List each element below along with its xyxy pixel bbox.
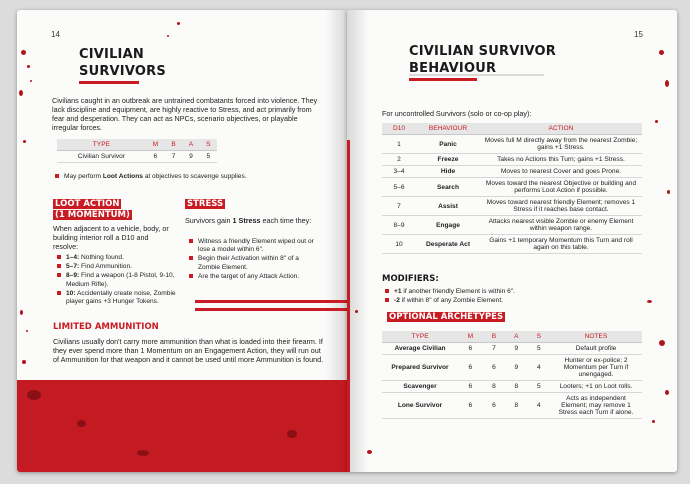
- table-row: Average Civilian 6 7 9 5 Default profile: [382, 343, 642, 355]
- modifiers-heading: MODIFIERS:: [382, 274, 439, 284]
- list-item: -2 if within 8" of any Zombie Element.: [385, 297, 645, 305]
- table-row: Scavenger 6 8 8 5 Looters; +1 on Loot rolls.: [382, 381, 642, 393]
- col-b: B: [165, 139, 182, 151]
- left-page: [17, 10, 347, 472]
- page-title-line2: SURVIVORS: [79, 64, 166, 79]
- loot-heading-line1: LOOT ACTION: [55, 199, 120, 209]
- title-underline: [409, 78, 477, 81]
- behaviour-table: [382, 123, 642, 254]
- list-item: Are the target of any Attack Action.: [189, 273, 319, 281]
- col-behaviour: BEHAVIOUR: [416, 123, 480, 135]
- page-title-line1: CIVILIAN: [79, 47, 144, 62]
- modifiers-list: [385, 288, 645, 306]
- ammo-text: Civilians usually don't carry more ammunition than what is loaded into their firearm. If they ever spend more than 1 Momentum on an Engagement Action, they will run out of Ammunition for that weapon and it cannot be used until more Ammunition is found.: [53, 337, 324, 364]
- cell-a: 9: [182, 151, 199, 163]
- table-row: 7 Assist Moves toward nearest friendly Element; removes 1 Stress if it reaches base contact.: [382, 197, 642, 216]
- stress-list: [189, 238, 319, 282]
- cell-b: 7: [165, 151, 182, 163]
- cell-type: Civilian Survivor: [57, 151, 146, 163]
- archetypes-table: [382, 331, 642, 419]
- stress-text: Survivors gain 1 Stress each time they:: [185, 216, 312, 225]
- loot-results-list: [57, 254, 177, 307]
- archetypes-heading: OPTIONAL ARCHETYPES: [389, 312, 504, 322]
- col-a: A: [182, 139, 199, 151]
- col-type: TYPE: [382, 331, 458, 343]
- bullet-icon: [57, 264, 61, 268]
- civilian-stat-table: [57, 139, 217, 163]
- col-type: TYPE: [57, 139, 146, 151]
- col-s: S: [200, 139, 217, 151]
- col-s: S: [528, 331, 550, 343]
- col-d10: D10: [382, 123, 416, 135]
- ammo-heading: LIMITED AMMUNITION: [53, 322, 159, 332]
- table-row: 10 Desperate Act Gains +1 temporary Momentum this Turn and roll again on this table.: [382, 235, 642, 254]
- loot-heading-line2: (1 MOMENTUM): [55, 210, 130, 220]
- list-item: Begin their Activation within 8" of a Zombie Element.: [189, 255, 319, 271]
- bullet-icon: [57, 273, 61, 277]
- table-row: 8–9 Engage Attacks nearest visible Zombie or enemy Element within weapon range.: [382, 216, 642, 235]
- table-row: 1 Panic Moves full M directly away from the nearest Zombie; gains +1 Stress.: [382, 135, 642, 154]
- list-item: +1 if another friendly Element is within 6".: [385, 288, 645, 296]
- page-number: 15: [634, 30, 643, 39]
- loot-note: [55, 173, 325, 182]
- bullet-icon: [189, 274, 193, 278]
- page-title-line1: CIVILIAN SURVIVOR: [409, 44, 556, 59]
- right-page: [347, 10, 677, 472]
- bullet-icon: [385, 289, 389, 293]
- intro-paragraph: Civilians caught in an outbreak are untrained combatants forced into violence. They lack discipline and equipment, are highly reactive to Stress, and act primarily from fear and desperation. They can act as NPCs, scenario objectives, or playable irregular forces.: [52, 96, 318, 132]
- col-a: A: [505, 331, 527, 343]
- bottom-red-band: [17, 380, 347, 472]
- col-m: M: [458, 331, 483, 343]
- divider-bar: [195, 308, 347, 311]
- bullet-icon: [189, 256, 193, 260]
- table-row: Lone Survivor 6 6 8 4 Acts as independent Element; may remove 1 Stress each Turn if alone.: [382, 393, 642, 419]
- table-row: 2 Freeze Takes no Actions this Turn; gains +1 Stress.: [382, 154, 642, 166]
- list-item: Witness a friendly Element wiped out or lose a model within 6".: [189, 238, 319, 254]
- intro-paragraph: For uncontrolled Survivors (solo or co-op play):: [382, 109, 532, 118]
- title-divider: [409, 74, 544, 76]
- list-item: 8–9: Find a weapon (1-8 Pistol, 9-10, Medium Rifle).: [57, 272, 177, 288]
- cell-m: 6: [146, 151, 165, 163]
- bullet-icon: [57, 255, 61, 259]
- bullet-icon: [189, 239, 193, 243]
- col-m: M: [146, 139, 165, 151]
- table-row: [57, 151, 217, 163]
- col-b: B: [483, 331, 505, 343]
- table-row: 5–6 Search Moves toward the nearest Objective or building and performs Loot Action if possible.: [382, 178, 642, 197]
- gutter-shadow-right: [347, 10, 369, 472]
- list-item: 10: Accidentally create noise, Zombie player gains +3 Hunger Tokens.: [57, 290, 177, 306]
- col-action: ACTION: [480, 123, 642, 135]
- page-number: 14: [51, 30, 60, 39]
- col-notes: NOTES: [550, 331, 642, 343]
- list-item: 1–4: Nothing found.: [57, 254, 177, 262]
- bullet-icon: [385, 298, 389, 302]
- divider-bar: [195, 300, 347, 303]
- bullet-icon: [55, 174, 59, 178]
- vertical-red-bar: [347, 140, 350, 472]
- loot-text: When adjacent to a vehicle, body, or building interior roll a D10 and resolve:: [53, 224, 169, 251]
- bullet-icon: [57, 291, 61, 295]
- title-underline: [79, 81, 139, 84]
- list-item: May perform Loot Actions at objectives to scavenge supplies.: [55, 173, 325, 181]
- table-row: Prepared Survivor 6 6 9 4 Hunter or ex-police; 2 Momentum per Turn if unengaged.: [382, 355, 642, 381]
- page-title-line2: BEHAVIOUR: [409, 61, 497, 76]
- table-row: 3–4 Hide Moves to nearest Cover and goes Prone.: [382, 166, 642, 178]
- stress-heading: STRESS: [187, 199, 224, 209]
- cell-s: 5: [200, 151, 217, 163]
- list-item: 5–7: Find Ammunition.: [57, 263, 177, 271]
